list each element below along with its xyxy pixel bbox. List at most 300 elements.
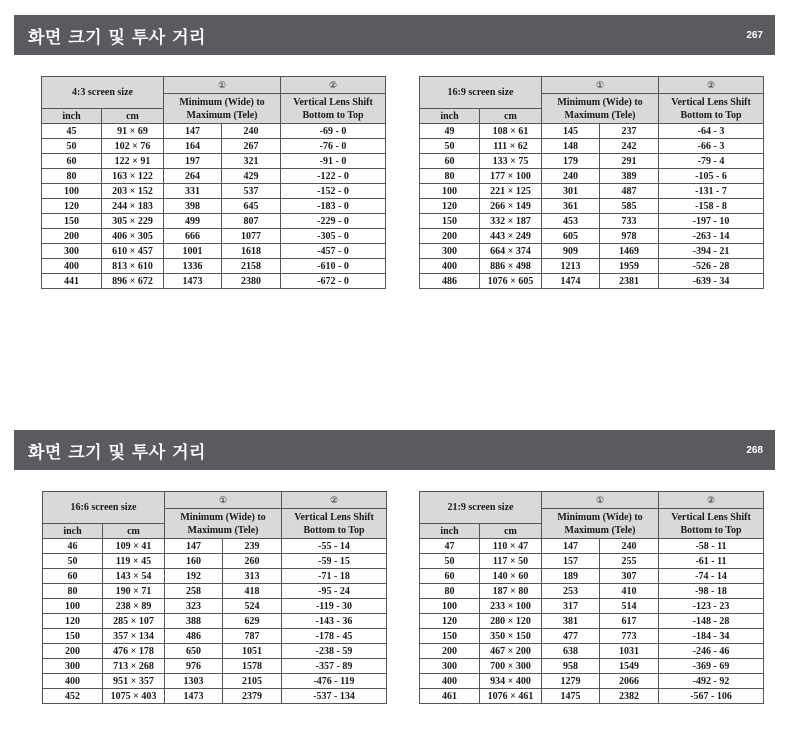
throw-distance-header: Minimum (Wide) to Maximum (Tele): [542, 94, 659, 124]
table-row: [43, 659, 387, 674]
table-row: [42, 169, 386, 184]
screen-size-label: 16:6 screen size: [70, 502, 137, 513]
screen-size-table-4-3: [41, 76, 386, 289]
marker-2: ②: [659, 77, 764, 94]
size-cm-cell: 1076 × 605: [480, 274, 542, 289]
min-distance-cell: 1001: [164, 244, 222, 259]
size-cm-cell: 406 × 305: [102, 229, 164, 244]
table-row: [42, 124, 386, 139]
inch-column-header: inch: [42, 109, 102, 124]
max-distance-cell: 307: [600, 569, 659, 584]
lens-shift-cell: -76 - 0: [281, 139, 386, 154]
max-distance-cell: 2382: [600, 689, 659, 704]
table-row: [420, 214, 764, 229]
min-distance-cell: 650: [165, 644, 223, 659]
max-distance-cell: 2066: [600, 674, 659, 689]
size-cm-cell: 1075 × 403: [103, 689, 165, 704]
size-cm-cell: 221 × 125: [480, 184, 542, 199]
max-distance-cell: 1959: [600, 259, 659, 274]
size-cm-cell: 285 × 107: [103, 614, 165, 629]
size-inch-cell: 400: [420, 674, 480, 689]
lens-shift-cell: -639 - 34: [659, 274, 764, 289]
size-cm-cell: 91 × 69: [102, 124, 164, 139]
max-distance-cell: 1051: [223, 644, 282, 659]
table-row: [43, 599, 387, 614]
max-distance-cell: 514: [600, 599, 659, 614]
lens-shift-cell: -526 - 28: [659, 259, 764, 274]
table-row: [420, 124, 764, 139]
min-distance-cell: 1303: [165, 674, 223, 689]
size-cm-cell: 111 × 62: [480, 139, 542, 154]
lens-shift-cell: -122 - 0: [281, 169, 386, 184]
screen-size-table-21-9: [419, 491, 764, 704]
max-distance-cell: 255: [600, 554, 659, 569]
max-distance-cell: 1618: [222, 244, 281, 259]
table-row: [43, 569, 387, 584]
size-inch-cell: 486: [420, 274, 480, 289]
min-distance-cell: 145: [542, 124, 600, 139]
table-row: [420, 674, 764, 689]
lens-shift-cell: -457 - 0: [281, 244, 386, 259]
lens-shift-cell: -178 - 45: [282, 629, 387, 644]
lens-shift-cell: -66 - 3: [659, 139, 764, 154]
lens-shift-cell: -91 - 0: [281, 154, 386, 169]
lens-shift-header: Vertical Lens Shift Bottom to Top: [281, 94, 386, 124]
min-distance-cell: 1336: [164, 259, 222, 274]
lens-shift-cell: -55 - 14: [282, 539, 387, 554]
size-inch-cell: 150: [420, 214, 480, 229]
size-inch-cell: 120: [42, 199, 102, 214]
table-row: [42, 244, 386, 259]
size-cm-cell: 140 × 60: [480, 569, 542, 584]
min-distance-cell: 1213: [542, 259, 600, 274]
size-inch-cell: 50: [420, 139, 480, 154]
max-distance-cell: 1549: [600, 659, 659, 674]
min-distance-cell: 486: [165, 629, 223, 644]
min-distance-cell: 197: [164, 154, 222, 169]
size-cm-cell: 187 × 80: [480, 584, 542, 599]
table-row: [420, 259, 764, 274]
throw-distance-header: Minimum (Wide) to Maximum (Tele): [542, 509, 659, 539]
size-inch-cell: 47: [420, 539, 480, 554]
max-distance-cell: 978: [600, 229, 659, 244]
lens-shift-cell: -105 - 6: [659, 169, 764, 184]
min-distance-cell: 192: [165, 569, 223, 584]
size-inch-cell: 60: [420, 154, 480, 169]
cm-column-header: cm: [102, 109, 164, 124]
table-row: [420, 644, 764, 659]
max-distance-cell: 787: [223, 629, 282, 644]
lens-shift-cell: -69 - 0: [281, 124, 386, 139]
table-row: [420, 274, 764, 289]
size-cm-cell: 332 × 187: [480, 214, 542, 229]
table-row: [43, 644, 387, 659]
max-distance-cell: 807: [222, 214, 281, 229]
size-inch-cell: 400: [420, 259, 480, 274]
lens-shift-cell: -119 - 30: [282, 599, 387, 614]
min-distance-cell: 1473: [165, 689, 223, 704]
lens-shift-cell: -229 - 0: [281, 214, 386, 229]
max-distance-cell: 1578: [223, 659, 282, 674]
max-distance-cell: 733: [600, 214, 659, 229]
lens-shift-cell: -246 - 46: [659, 644, 764, 659]
size-cm-cell: 108 × 61: [480, 124, 542, 139]
size-cm-cell: 350 × 150: [480, 629, 542, 644]
lens-shift-cell: -672 - 0: [281, 274, 386, 289]
max-distance-cell: 429: [222, 169, 281, 184]
size-inch-cell: 441: [42, 274, 102, 289]
lens-shift-cell: -61 - 11: [659, 554, 764, 569]
throw-distance-header: Minimum (Wide) to Maximum (Tele): [165, 509, 282, 539]
size-inch-cell: 200: [43, 644, 103, 659]
size-inch-cell: 150: [420, 629, 480, 644]
size-inch-cell: 45: [42, 124, 102, 139]
size-inch-cell: 400: [42, 259, 102, 274]
screen-size-label: 4:3 screen size: [72, 87, 133, 98]
lens-shift-header: Vertical Lens Shift Bottom to Top: [282, 509, 387, 539]
size-cm-cell: 700 × 300: [480, 659, 542, 674]
screen-size-header: [420, 77, 542, 109]
size-inch-cell: 49: [420, 124, 480, 139]
min-distance-cell: 958: [542, 659, 600, 674]
table-row: [420, 554, 764, 569]
size-cm-cell: 610 × 457: [102, 244, 164, 259]
screen-size-label: 16:9 screen size: [447, 87, 514, 98]
table-row: [43, 629, 387, 644]
min-distance-cell: 361: [542, 199, 600, 214]
max-distance-cell: 1077: [222, 229, 281, 244]
lens-shift-cell: -610 - 0: [281, 259, 386, 274]
lens-shift-header: Vertical Lens Shift Bottom to Top: [659, 94, 764, 124]
size-cm-cell: 177 × 100: [480, 169, 542, 184]
size-inch-cell: 100: [420, 184, 480, 199]
inch-column-header: inch: [420, 524, 480, 539]
table-row: [43, 689, 387, 704]
lens-shift-cell: -567 - 106: [659, 689, 764, 704]
marker-1: ①: [164, 77, 281, 94]
size-cm-cell: 357 × 134: [103, 629, 165, 644]
min-distance-cell: 148: [542, 139, 600, 154]
max-distance-cell: 2158: [222, 259, 281, 274]
size-cm-cell: 110 × 47: [480, 539, 542, 554]
marker-2: ②: [281, 77, 386, 94]
section-header: [14, 430, 775, 470]
min-distance-cell: 253: [542, 584, 600, 599]
max-distance-cell: 260: [223, 554, 282, 569]
lens-shift-cell: -64 - 3: [659, 124, 764, 139]
inch-column-header: inch: [43, 524, 103, 539]
max-distance-cell: 629: [223, 614, 282, 629]
section-title: 화면 크기 및 투사 거리: [28, 442, 206, 463]
lens-shift-cell: -305 - 0: [281, 229, 386, 244]
size-inch-cell: 300: [42, 244, 102, 259]
section-header: [14, 15, 775, 55]
max-distance-cell: 321: [222, 154, 281, 169]
lens-shift-cell: -197 - 10: [659, 214, 764, 229]
min-distance-cell: 179: [542, 154, 600, 169]
lens-shift-cell: -148 - 28: [659, 614, 764, 629]
min-distance-cell: 477: [542, 629, 600, 644]
page-number: 268: [746, 444, 763, 456]
size-cm-cell: 664 × 374: [480, 244, 542, 259]
size-inch-cell: 100: [420, 599, 480, 614]
marker-1: ①: [165, 492, 282, 509]
lens-shift-cell: -58 - 11: [659, 539, 764, 554]
table-row: [420, 539, 764, 554]
min-distance-cell: 976: [165, 659, 223, 674]
lens-shift-cell: -71 - 18: [282, 569, 387, 584]
table-row: [42, 154, 386, 169]
size-inch-cell: 50: [43, 554, 103, 569]
size-inch-cell: 400: [43, 674, 103, 689]
min-distance-cell: 638: [542, 644, 600, 659]
lens-shift-cell: -95 - 24: [282, 584, 387, 599]
size-inch-cell: 80: [420, 169, 480, 184]
min-distance-cell: 453: [542, 214, 600, 229]
table-row: [42, 139, 386, 154]
size-cm-cell: 119 × 45: [103, 554, 165, 569]
max-distance-cell: 645: [222, 199, 281, 214]
size-cm-cell: 280 × 120: [480, 614, 542, 629]
lens-shift-cell: -238 - 59: [282, 644, 387, 659]
size-inch-cell: 60: [43, 569, 103, 584]
size-inch-cell: 60: [420, 569, 480, 584]
lens-shift-cell: -476 - 119: [282, 674, 387, 689]
table-row: [43, 614, 387, 629]
lens-shift-cell: -394 - 21: [659, 244, 764, 259]
min-distance-cell: 323: [165, 599, 223, 614]
size-cm-cell: 233 × 100: [480, 599, 542, 614]
size-cm-cell: 122 × 91: [102, 154, 164, 169]
lens-shift-cell: -184 - 34: [659, 629, 764, 644]
screen-size-header: [420, 492, 542, 524]
lens-shift-header: Vertical Lens Shift Bottom to Top: [659, 509, 764, 539]
table-row: [420, 199, 764, 214]
max-distance-cell: 524: [223, 599, 282, 614]
size-inch-cell: 452: [43, 689, 103, 704]
size-cm-cell: 133 × 75: [480, 154, 542, 169]
lens-shift-cell: -123 - 23: [659, 599, 764, 614]
size-inch-cell: 200: [42, 229, 102, 244]
max-distance-cell: 313: [223, 569, 282, 584]
min-distance-cell: 157: [542, 554, 600, 569]
min-distance-cell: 147: [542, 539, 600, 554]
min-distance-cell: 264: [164, 169, 222, 184]
max-distance-cell: 2379: [223, 689, 282, 704]
size-inch-cell: 80: [43, 584, 103, 599]
max-distance-cell: 1031: [600, 644, 659, 659]
size-cm-cell: 305 × 229: [102, 214, 164, 229]
table-row: [420, 689, 764, 704]
table-row: [42, 214, 386, 229]
size-inch-cell: 50: [420, 554, 480, 569]
size-inch-cell: 300: [420, 659, 480, 674]
marker-2: ②: [282, 492, 387, 509]
min-distance-cell: 147: [165, 539, 223, 554]
min-distance-cell: 258: [165, 584, 223, 599]
table-row: [420, 614, 764, 629]
min-distance-cell: 1475: [542, 689, 600, 704]
max-distance-cell: 2381: [600, 274, 659, 289]
size-cm-cell: 109 × 41: [103, 539, 165, 554]
min-distance-cell: 317: [542, 599, 600, 614]
lens-shift-cell: -143 - 36: [282, 614, 387, 629]
size-cm-cell: 266 × 149: [480, 199, 542, 214]
size-cm-cell: 163 × 122: [102, 169, 164, 184]
min-distance-cell: 1473: [164, 274, 222, 289]
lens-shift-cell: -263 - 14: [659, 229, 764, 244]
inch-column-header: inch: [420, 109, 480, 124]
max-distance-cell: 291: [600, 154, 659, 169]
table-row: [43, 539, 387, 554]
max-distance-cell: 487: [600, 184, 659, 199]
lens-shift-cell: -183 - 0: [281, 199, 386, 214]
min-distance-cell: 388: [165, 614, 223, 629]
screen-size-header: [43, 492, 165, 524]
table-row: [42, 274, 386, 289]
lens-shift-cell: -74 - 14: [659, 569, 764, 584]
size-inch-cell: 300: [420, 244, 480, 259]
size-cm-cell: 476 × 178: [103, 644, 165, 659]
lens-shift-cell: -158 - 8: [659, 199, 764, 214]
size-cm-cell: 244 × 183: [102, 199, 164, 214]
size-inch-cell: 120: [420, 199, 480, 214]
screen-size-table-16-6: [42, 491, 387, 704]
marker-1: ①: [542, 77, 659, 94]
size-cm-cell: 886 × 498: [480, 259, 542, 274]
max-distance-cell: 585: [600, 199, 659, 214]
table-row: [43, 674, 387, 689]
min-distance-cell: 189: [542, 569, 600, 584]
min-distance-cell: 164: [164, 139, 222, 154]
table-row: [420, 659, 764, 674]
min-distance-cell: 666: [164, 229, 222, 244]
table-row: [420, 184, 764, 199]
cm-column-header: cm: [103, 524, 165, 539]
section-title: 화면 크기 및 투사 거리: [28, 27, 206, 48]
size-cm-cell: 1076 × 461: [480, 689, 542, 704]
min-distance-cell: 301: [542, 184, 600, 199]
size-inch-cell: 80: [420, 584, 480, 599]
max-distance-cell: 2380: [222, 274, 281, 289]
size-inch-cell: 80: [42, 169, 102, 184]
max-distance-cell: 239: [223, 539, 282, 554]
min-distance-cell: 331: [164, 184, 222, 199]
size-cm-cell: 951 × 357: [103, 674, 165, 689]
size-cm-cell: 117 × 50: [480, 554, 542, 569]
size-cm-cell: 190 × 71: [103, 584, 165, 599]
max-distance-cell: 1469: [600, 244, 659, 259]
max-distance-cell: 418: [223, 584, 282, 599]
size-inch-cell: 150: [42, 214, 102, 229]
table-row: [420, 629, 764, 644]
min-distance-cell: 381: [542, 614, 600, 629]
min-distance-cell: 499: [164, 214, 222, 229]
page-number: 267: [746, 29, 763, 41]
max-distance-cell: 410: [600, 584, 659, 599]
table-row: [420, 154, 764, 169]
screen-size-label: 21:9 screen size: [447, 502, 514, 513]
lens-shift-cell: -98 - 18: [659, 584, 764, 599]
cm-column-header: cm: [480, 524, 542, 539]
marker-2: ②: [659, 492, 764, 509]
table-row: [42, 229, 386, 244]
min-distance-cell: 240: [542, 169, 600, 184]
size-inch-cell: 300: [43, 659, 103, 674]
max-distance-cell: 537: [222, 184, 281, 199]
size-inch-cell: 46: [43, 539, 103, 554]
throw-distance-header: Minimum (Wide) to Maximum (Tele): [164, 94, 281, 124]
table-row: [43, 584, 387, 599]
table-row: [420, 599, 764, 614]
table-row: [43, 554, 387, 569]
max-distance-cell: 237: [600, 124, 659, 139]
min-distance-cell: 1279: [542, 674, 600, 689]
size-cm-cell: 467 × 200: [480, 644, 542, 659]
table-row: [42, 184, 386, 199]
size-cm-cell: 896 × 672: [102, 274, 164, 289]
max-distance-cell: 242: [600, 139, 659, 154]
min-distance-cell: 398: [164, 199, 222, 214]
table-row: [420, 569, 764, 584]
size-cm-cell: 203 × 152: [102, 184, 164, 199]
max-distance-cell: 2105: [223, 674, 282, 689]
screen-size-table-16-9: [419, 76, 764, 289]
max-distance-cell: 240: [600, 539, 659, 554]
table-row: [420, 139, 764, 154]
size-cm-cell: 102 × 76: [102, 139, 164, 154]
lens-shift-cell: -79 - 4: [659, 154, 764, 169]
size-cm-cell: 713 × 268: [103, 659, 165, 674]
lens-shift-cell: -357 - 89: [282, 659, 387, 674]
min-distance-cell: 605: [542, 229, 600, 244]
size-inch-cell: 100: [43, 599, 103, 614]
size-inch-cell: 200: [420, 644, 480, 659]
screen-size-header: [42, 77, 164, 109]
table-row: [42, 259, 386, 274]
max-distance-cell: 617: [600, 614, 659, 629]
lens-shift-cell: -59 - 15: [282, 554, 387, 569]
size-inch-cell: 461: [420, 689, 480, 704]
size-cm-cell: 443 × 249: [480, 229, 542, 244]
table-row: [42, 199, 386, 214]
size-inch-cell: 150: [43, 629, 103, 644]
lens-shift-cell: -152 - 0: [281, 184, 386, 199]
lens-shift-cell: -537 - 134: [282, 689, 387, 704]
size-inch-cell: 120: [420, 614, 480, 629]
size-cm-cell: 934 × 400: [480, 674, 542, 689]
size-inch-cell: 200: [420, 229, 480, 244]
size-cm-cell: 813 × 610: [102, 259, 164, 274]
min-distance-cell: 160: [165, 554, 223, 569]
lens-shift-cell: -131 - 7: [659, 184, 764, 199]
max-distance-cell: 389: [600, 169, 659, 184]
lens-shift-cell: -369 - 69: [659, 659, 764, 674]
lens-shift-cell: -492 - 92: [659, 674, 764, 689]
size-inch-cell: 100: [42, 184, 102, 199]
table-row: [420, 244, 764, 259]
table-row: [420, 584, 764, 599]
cm-column-header: cm: [480, 109, 542, 124]
max-distance-cell: 773: [600, 629, 659, 644]
size-cm-cell: 143 × 54: [103, 569, 165, 584]
table-row: [420, 169, 764, 184]
size-inch-cell: 60: [42, 154, 102, 169]
marker-1: ①: [542, 492, 659, 509]
min-distance-cell: 147: [164, 124, 222, 139]
size-inch-cell: 50: [42, 139, 102, 154]
size-cm-cell: 238 × 89: [103, 599, 165, 614]
